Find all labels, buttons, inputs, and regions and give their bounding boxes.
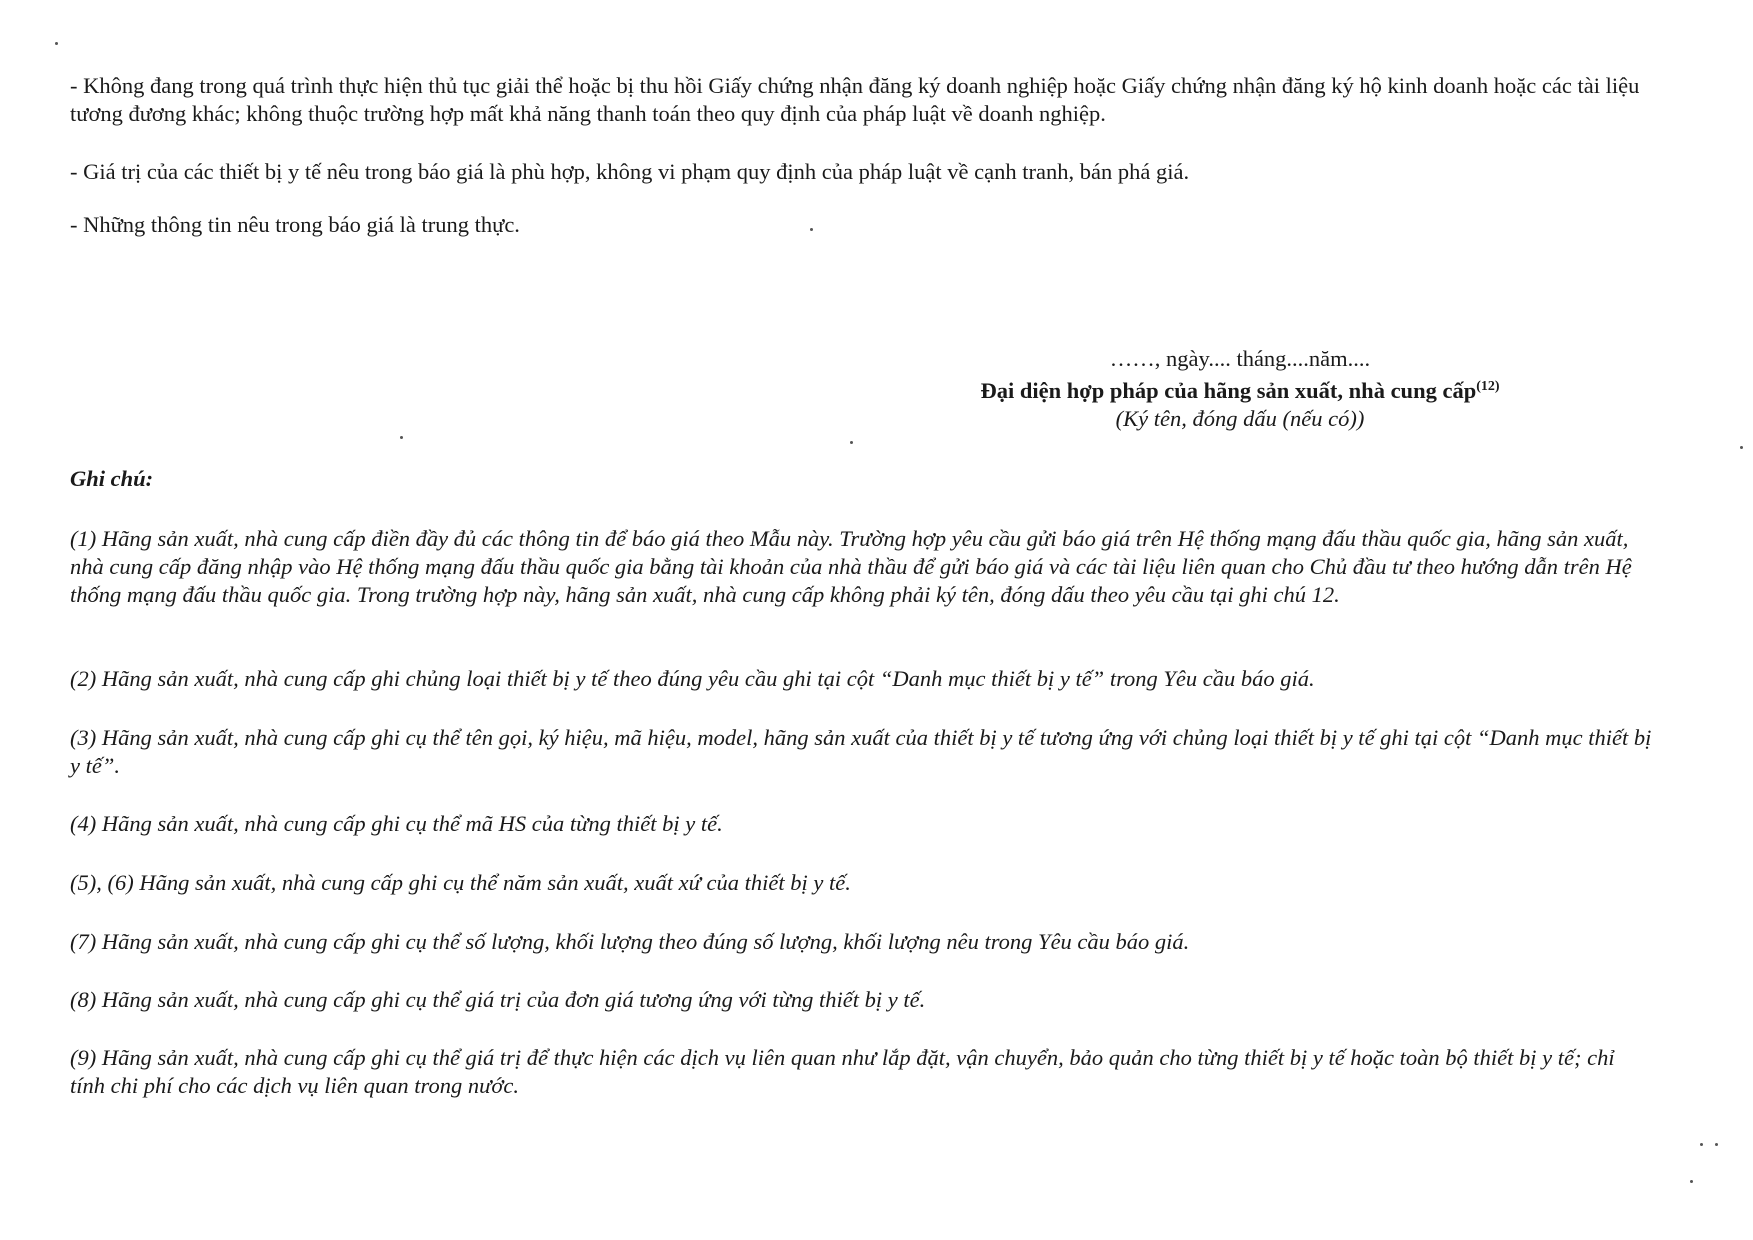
scan-speck bbox=[850, 441, 853, 444]
notes-heading: Ghi chú: bbox=[70, 466, 154, 491]
note-item: (7) Hãng sản xuất, nhà cung cấp ghi cụ thể số lượng, khối lượng theo đúng số lượng, khối lượng nêu trong Yêu cầu báo giá. bbox=[70, 929, 1190, 954]
scan-speck bbox=[810, 228, 813, 231]
scan-speck bbox=[1715, 1143, 1718, 1146]
note-item: (2) Hãng sản xuất, nhà cung cấp ghi chủng loại thiết bị y tế theo đúng yêu cầu ghi tại cột “Danh mục thiết bị y tế” trong Yêu cầu báo giá. bbox=[70, 666, 1315, 691]
note-item: (3) Hãng sản xuất, nhà cung cấp ghi cụ thể tên gọi, ký hiệu, mã hiệu, model, hãng sản xuất của thiết bị y tế tương ứng với chủng loại thiết bị y tế ghi tại cột “Danh mục thiết bị y tế”. bbox=[70, 725, 1652, 778]
declaration-paragraph: - Giá trị của các thiết bị y tế nêu trong báo giá là phù hợp, không vi phạm quy định của pháp luật về cạnh tranh, bán phá giá. bbox=[70, 159, 1190, 184]
signature-block bbox=[900, 345, 1580, 433]
scan-speck bbox=[400, 436, 403, 439]
note-item: (4) Hãng sản xuất, nhà cung cấp ghi cụ thể mã HS của từng thiết bị y tế. bbox=[70, 811, 723, 836]
declaration-paragraph: - Không đang trong quá trình thực hiện thủ tục giải thể hoặc bị thu hồi Giấy chứng nhận đăng ký doanh nghiệp hoặc Giấy chứng nhận đăng ký hộ kinh doanh hoặc các tài liệu tương đương khác; không thuộc trường hợp mất khả năng thanh toán theo quy định của pháp luật về doanh nghiệp. bbox=[70, 73, 1640, 126]
scan-speck bbox=[1700, 1143, 1703, 1146]
signature-title-text: Đại diện hợp pháp của hãng sản xuất, nhà cung cấp bbox=[980, 378, 1477, 403]
signature-footnote-ref: (12) bbox=[1476, 379, 1500, 394]
scan-speck bbox=[1740, 446, 1743, 449]
signature-subtitle: (Ký tên, đóng dấu (nếu có)) bbox=[1115, 406, 1365, 431]
declaration-paragraph: - Những thông tin nêu trong báo giá là trung thực. bbox=[70, 212, 520, 237]
scan-speck bbox=[1690, 1180, 1693, 1183]
scan-speck bbox=[55, 42, 58, 45]
note-item: (1) Hãng sản xuất, nhà cung cấp điền đầy đủ các thông tin để báo giá theo Mẫu này. Trường hợp yêu cầu gửi báo giá trên Hệ thống mạng đấu thầu quốc gia, hãng sản xuất, nhà cung cấp đăng nhập vào Hệ thống mạng đấu thầu quốc gia bằng tài khoản của nhà thầu để gửi báo giá và các tài liệu liên quan cho Chủ đầu tư theo hướng dẫn trên Hệ thống mạng đấu thầu quốc gia. Trong trường hợp này, hãng sản xuất, nhà cung cấp không phải ký tên, đóng dấu theo yêu cầu tại ghi chú 12. bbox=[70, 526, 1632, 607]
signature-title bbox=[900, 373, 1580, 405]
note-item: (8) Hãng sản xuất, nhà cung cấp ghi cụ thể giá trị của đơn giá tương ứng với từng thiết bị y tế. bbox=[70, 987, 926, 1012]
signature-date-line: ……, ngày.... tháng....năm.... bbox=[1109, 346, 1371, 371]
note-item: (9) Hãng sản xuất, nhà cung cấp ghi cụ thể giá trị để thực hiện các dịch vụ liên quan như lắp đặt, vận chuyển, bảo quản cho từng thiết bị y tế hoặc toàn bộ thiết bị y tế; chỉ tính chi phí cho các dịch vụ liên quan trong nước. bbox=[70, 1045, 1615, 1098]
note-item: (5), (6) Hãng sản xuất, nhà cung cấp ghi cụ thể năm sản xuất, xuất xứ của thiết bị y tế. bbox=[70, 870, 851, 895]
